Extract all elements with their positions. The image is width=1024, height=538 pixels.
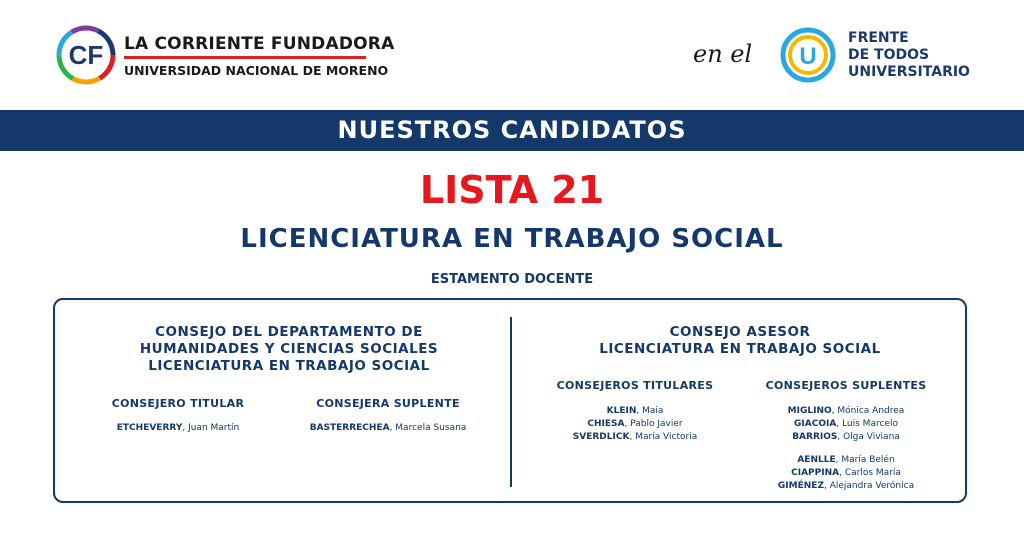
titular-heading: CONSEJERO TITULAR <box>111 397 245 410</box>
banner-title: NUESTROS CANDIDATOS <box>337 116 687 144</box>
right-panel-title <box>515 324 965 358</box>
frente-line-1: FRENTE <box>848 30 909 46</box>
lista-number: LISTA 21 <box>419 168 605 212</box>
org-name: LA CORRIENTE FUNDADORA <box>124 34 395 54</box>
list-item: AENLLE, María Belén <box>797 455 895 465</box>
right-title-line: LICENCIATURA EN TRABAJO SOCIAL <box>599 341 881 357</box>
suplentes-list-b <box>756 454 936 493</box>
list-item: KLEIN, Maia <box>606 406 664 416</box>
panel-divider <box>510 317 512 487</box>
logo-right-letter: U <box>799 43 817 70</box>
connector-text: en el <box>693 40 753 68</box>
right-title-line: CONSEJO ASESOR <box>669 324 811 340</box>
left-panel-title <box>70 324 508 375</box>
titular-list <box>88 422 268 435</box>
frente-de-todos-logo <box>779 26 837 84</box>
titulares-list <box>545 405 725 444</box>
list-item: ETCHEVERRY, Juan Martín <box>116 423 240 433</box>
la-corriente-fundadora-logo <box>55 24 117 86</box>
logo-left-letters: CF <box>68 40 104 70</box>
list-item: BASTERRECHEA, Marcela Susana <box>309 423 467 433</box>
frente-de-todos-wordmark <box>848 30 970 81</box>
left-title-line: CONSEJO DEL DEPARTAMENTO DE <box>155 324 423 340</box>
list-item: CHIESA, Pablo Javier <box>587 419 683 429</box>
suplentes-heading: CONSEJEROS SUPLENTES <box>765 379 927 392</box>
list-item: GIMÉNEZ, Alejandra Verónica <box>777 481 915 491</box>
frente-line-3: UNIVERSITARIO <box>848 64 970 80</box>
career-title: LICENCIATURA EN TRABAJO SOCIAL <box>240 224 784 254</box>
list-item: SVERDLICK, María Victoria <box>572 432 698 442</box>
org-subtitle: UNIVERSIDAD NACIONAL DE MORENO <box>124 63 389 78</box>
titulares-heading: CONSEJEROS TITULARES <box>556 379 714 392</box>
list-item: GIACOIA, Luis Marcelo <box>794 419 898 429</box>
org-name-underline <box>124 56 366 59</box>
left-title-line: HUMANIDADES Y CIENCIAS SOCIALES <box>139 341 439 357</box>
frente-line-2: DE TODOS <box>848 47 930 63</box>
suplente-list <box>298 422 478 435</box>
list-item: MIGLINO, Mónica Andrea <box>787 406 905 416</box>
suplentes-list-a <box>756 405 936 444</box>
list-item: BARRIOS, Olga Viviana <box>792 432 900 442</box>
left-title-line: LICENCIATURA EN TRABAJO SOCIAL <box>148 358 430 374</box>
suplente-heading: CONSEJERA SUPLENTE <box>316 397 460 410</box>
list-item: CIAPPINA, Carlos María <box>791 468 901 478</box>
estamento-label: ESTAMENTO DOCENTE <box>430 272 594 287</box>
